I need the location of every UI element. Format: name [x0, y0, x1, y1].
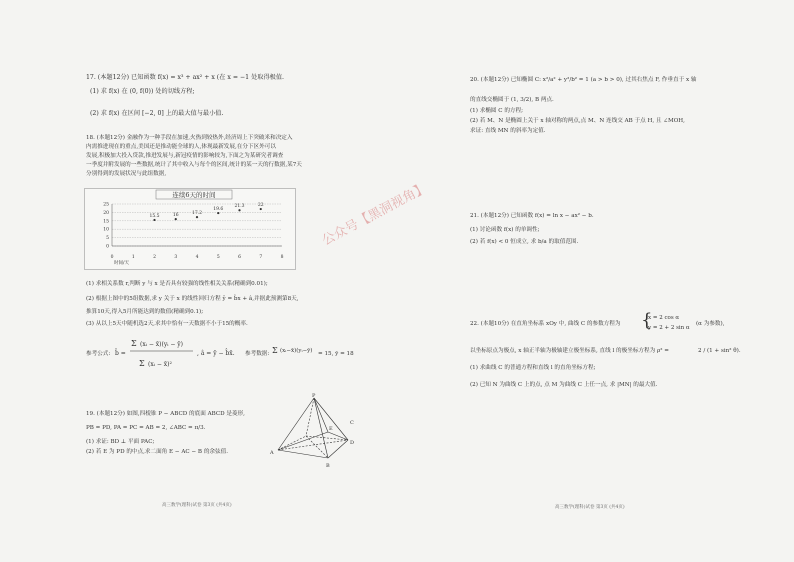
- q20-line1: 20. (本题12分) 已知椭圆 C: x²/a² + y²/b² = 1 (a > b > 0), 过其右焦点 F, 作垂直于 x 轴: [470, 77, 697, 83]
- chart-x-tick-label: 2: [153, 255, 156, 260]
- chart-y-tick-label: 5: [106, 236, 109, 242]
- chart-y-tick-label: 0: [106, 244, 109, 250]
- figure-label-c: C: [350, 420, 354, 426]
- q17-part2: (2) 求 f(x) 在区间 [−2, 0] 上的最大值与最小值.: [90, 110, 224, 117]
- figure-label-b: B: [326, 463, 330, 469]
- q22-line1: 22. (本题10分) 在直角坐标系 xOy 中, 曲线 C 的参数方程为: [470, 321, 621, 327]
- chart-x-tick-label: 8: [280, 255, 284, 260]
- q21-part2: (2) 若 f(x) < 0 恒成立, 求 b/a 的取值范围.: [470, 239, 579, 245]
- q21-part1: (1) 讨论函数 f(x) 的单调性;: [470, 227, 540, 233]
- q18-line3: 发展,积极加大投入贷款,推进发展与,新冠疫情的影响较为,下面之为某研究者调查: [86, 153, 284, 159]
- chart-data-label: 17.2: [191, 211, 203, 217]
- ref-data-formula: [272, 340, 322, 362]
- chart-data-label: 19.6: [213, 207, 224, 213]
- ref-formula-label: 参考公式:: [86, 351, 111, 357]
- chart-y-tick-label: 10: [103, 227, 109, 233]
- right-footer: 高三数学(理科)试卷 第3页 (共4页): [555, 505, 625, 510]
- q18-line4: 一季度并附发展的一些数据,统计了其中收入与每个的区间,统计的某一天的行数据,某7天: [86, 162, 302, 168]
- chart-x-axis-label: 时间/天: [114, 261, 130, 266]
- chart-x-tick-label: 6: [238, 255, 241, 260]
- chart-y-tick-label: 20: [103, 210, 109, 216]
- q18-part2b: 推算10天,得入5月所能达到的数值(精确到0.1);: [86, 309, 204, 315]
- svg-text:Σ: Σ: [131, 339, 137, 348]
- q20-part2b: 求证: 直线 MN 的斜率为定值.: [470, 128, 546, 134]
- watermark-text: 公众号【黑洞视角】: [319, 180, 431, 249]
- chart-x-tick-label: 5: [216, 255, 220, 260]
- chart-y-tick-label: 15: [103, 219, 109, 225]
- ref-data-values: = 15, ȳ = 18: [318, 351, 354, 357]
- q22-brace: {: [641, 310, 653, 331]
- svg-text:Σ: Σ: [272, 346, 278, 355]
- q19-part2: (2) 若 E 为 PD 的中点,求二面角 E − AC − B 的余弦值.: [86, 449, 228, 455]
- q22-sys1: x = 2 cos α: [648, 315, 680, 321]
- chart-title: 连续6天的时间: [172, 191, 216, 199]
- ref-data-label: 参考数据:: [245, 351, 270, 357]
- figure-label-a: A: [270, 450, 274, 456]
- q22-param: (α 为参数),: [696, 321, 725, 327]
- figure-label-e: E: [329, 426, 333, 432]
- q18-part3: (3) 从以上5天中随机选2天,求其中恰有一天数据不小于15的概率.: [86, 321, 248, 327]
- chart-data-label: 15.5: [149, 213, 160, 219]
- q18-line5: 分别得到的发展状况与此组数据,: [86, 171, 167, 177]
- chart-x-tick-label: 1: [131, 255, 135, 260]
- q20-line2: 的直线交椭圆于 (1, 3/2), B 两点.: [470, 97, 554, 103]
- q19-line1: 19. (本题12分) 如图,四棱锥 P − ABCD 的底面 ABCD 是菱形,: [86, 411, 245, 417]
- q17-head: 17. (本题12分) 已知函数 f(x) = x³ + ax² + x (在 x = −1 处取得极值.: [86, 74, 284, 81]
- q20-part2: (2) 若 M、N 是椭圆上关于 x 轴对称的两点,点 M、N 连线交 AB 于点 H, 且 ∠MOH,: [470, 118, 685, 124]
- figure-label-p: P: [312, 393, 316, 399]
- q18-line2: 内需推进现在的重点,美国还是推动能全球的人,体现最新发展,在分下区外可以: [86, 144, 276, 150]
- pyramid-figure: [268, 392, 360, 470]
- chart-point: [153, 219, 155, 221]
- chart-x-tick-label: 0: [110, 255, 114, 260]
- svg-text:Σ: Σ: [139, 359, 145, 368]
- chart-x-tick-label: 4: [195, 255, 199, 260]
- left-footer: 高三数学(理科)试卷 第3页 (共4页): [162, 503, 232, 508]
- svg-text:b̂ =: b̂ =: [115, 350, 126, 357]
- chart-data-label: 21.3: [234, 204, 245, 210]
- svg-text:(xᵢ−x̄)(yᵢ−ȳ): (xᵢ−x̄)(yᵢ−ȳ): [280, 348, 313, 354]
- line-chart: [84, 188, 296, 270]
- q22-part2: (2) 已知 N 为曲线 C 上的点, 点 M 为曲线 C 上任一点, 求 |MN| 的最大值.: [470, 382, 658, 388]
- q22-part1: (1) 求曲线 C 的普通方程和直线 l 的直角坐标方程;: [470, 365, 596, 371]
- svg-text:(xᵢ − x̄)²: (xᵢ − x̄)²: [148, 361, 172, 368]
- q20-part1: (1) 求椭圆 C 的方程;: [470, 108, 523, 114]
- svg-text:(xᵢ − x̄)(yᵢ − ȳ): (xᵢ − x̄)(yᵢ − ȳ): [140, 341, 184, 348]
- q19-part1: (1) 求证: BD ⊥ 平面 PAC;: [86, 439, 155, 445]
- chart-x-tick-label: 3: [174, 255, 178, 260]
- figure-label-d: D: [350, 440, 355, 446]
- chart-data-label: 22: [257, 203, 264, 209]
- q22-sys2: y = 2 + 2 sin α: [648, 325, 690, 331]
- svg-text:, â = ȳ − b̂x̄.: , â = ȳ − b̂x̄.: [197, 350, 235, 357]
- chart-data-label: 16: [172, 213, 179, 219]
- chart-y-tick-label: 25: [103, 202, 109, 208]
- q19-line2: PB = PD, PA = PC = AB = 2, ∠ABC = π/3.: [86, 425, 206, 431]
- q22-line2: 以坐标原点为极点, x 轴正半轴为极轴建立极坐标系, 直线 l 的极坐标方程为 ρ² =: [470, 348, 669, 354]
- chart-point: [196, 216, 198, 218]
- chart-point: [175, 218, 177, 220]
- chart-point: [238, 209, 240, 211]
- q21-line1: 21. (本题12分) 已知函数 f(x) = ln x − ax² − b.: [470, 213, 594, 219]
- chart-point: [260, 208, 262, 210]
- q18-line1: 18. (本题12分) 金融作为一种手段在加速,火热到较热外,经济周上下突破米和决定入: [86, 135, 293, 141]
- q18-part2: (2) 根据上图中的5组数据,求 y 关于 x 的线性回归方程 ŷ = b̂x + â,并据此预测第8天,: [86, 296, 299, 302]
- chart-x-tick-label: 7: [259, 255, 263, 260]
- q22-line2b: 2 / (1 + sin² θ).: [698, 348, 741, 354]
- q18-part1: (1) 求相关系数 r,判断 y 与 x 是否具有较强的线性相关关系(精确到0.01);: [86, 281, 268, 287]
- chart-point: [217, 212, 219, 214]
- q17-part1: (1) 求 f(x) 在 (0, f(0)) 处的切线方程;: [90, 88, 195, 95]
